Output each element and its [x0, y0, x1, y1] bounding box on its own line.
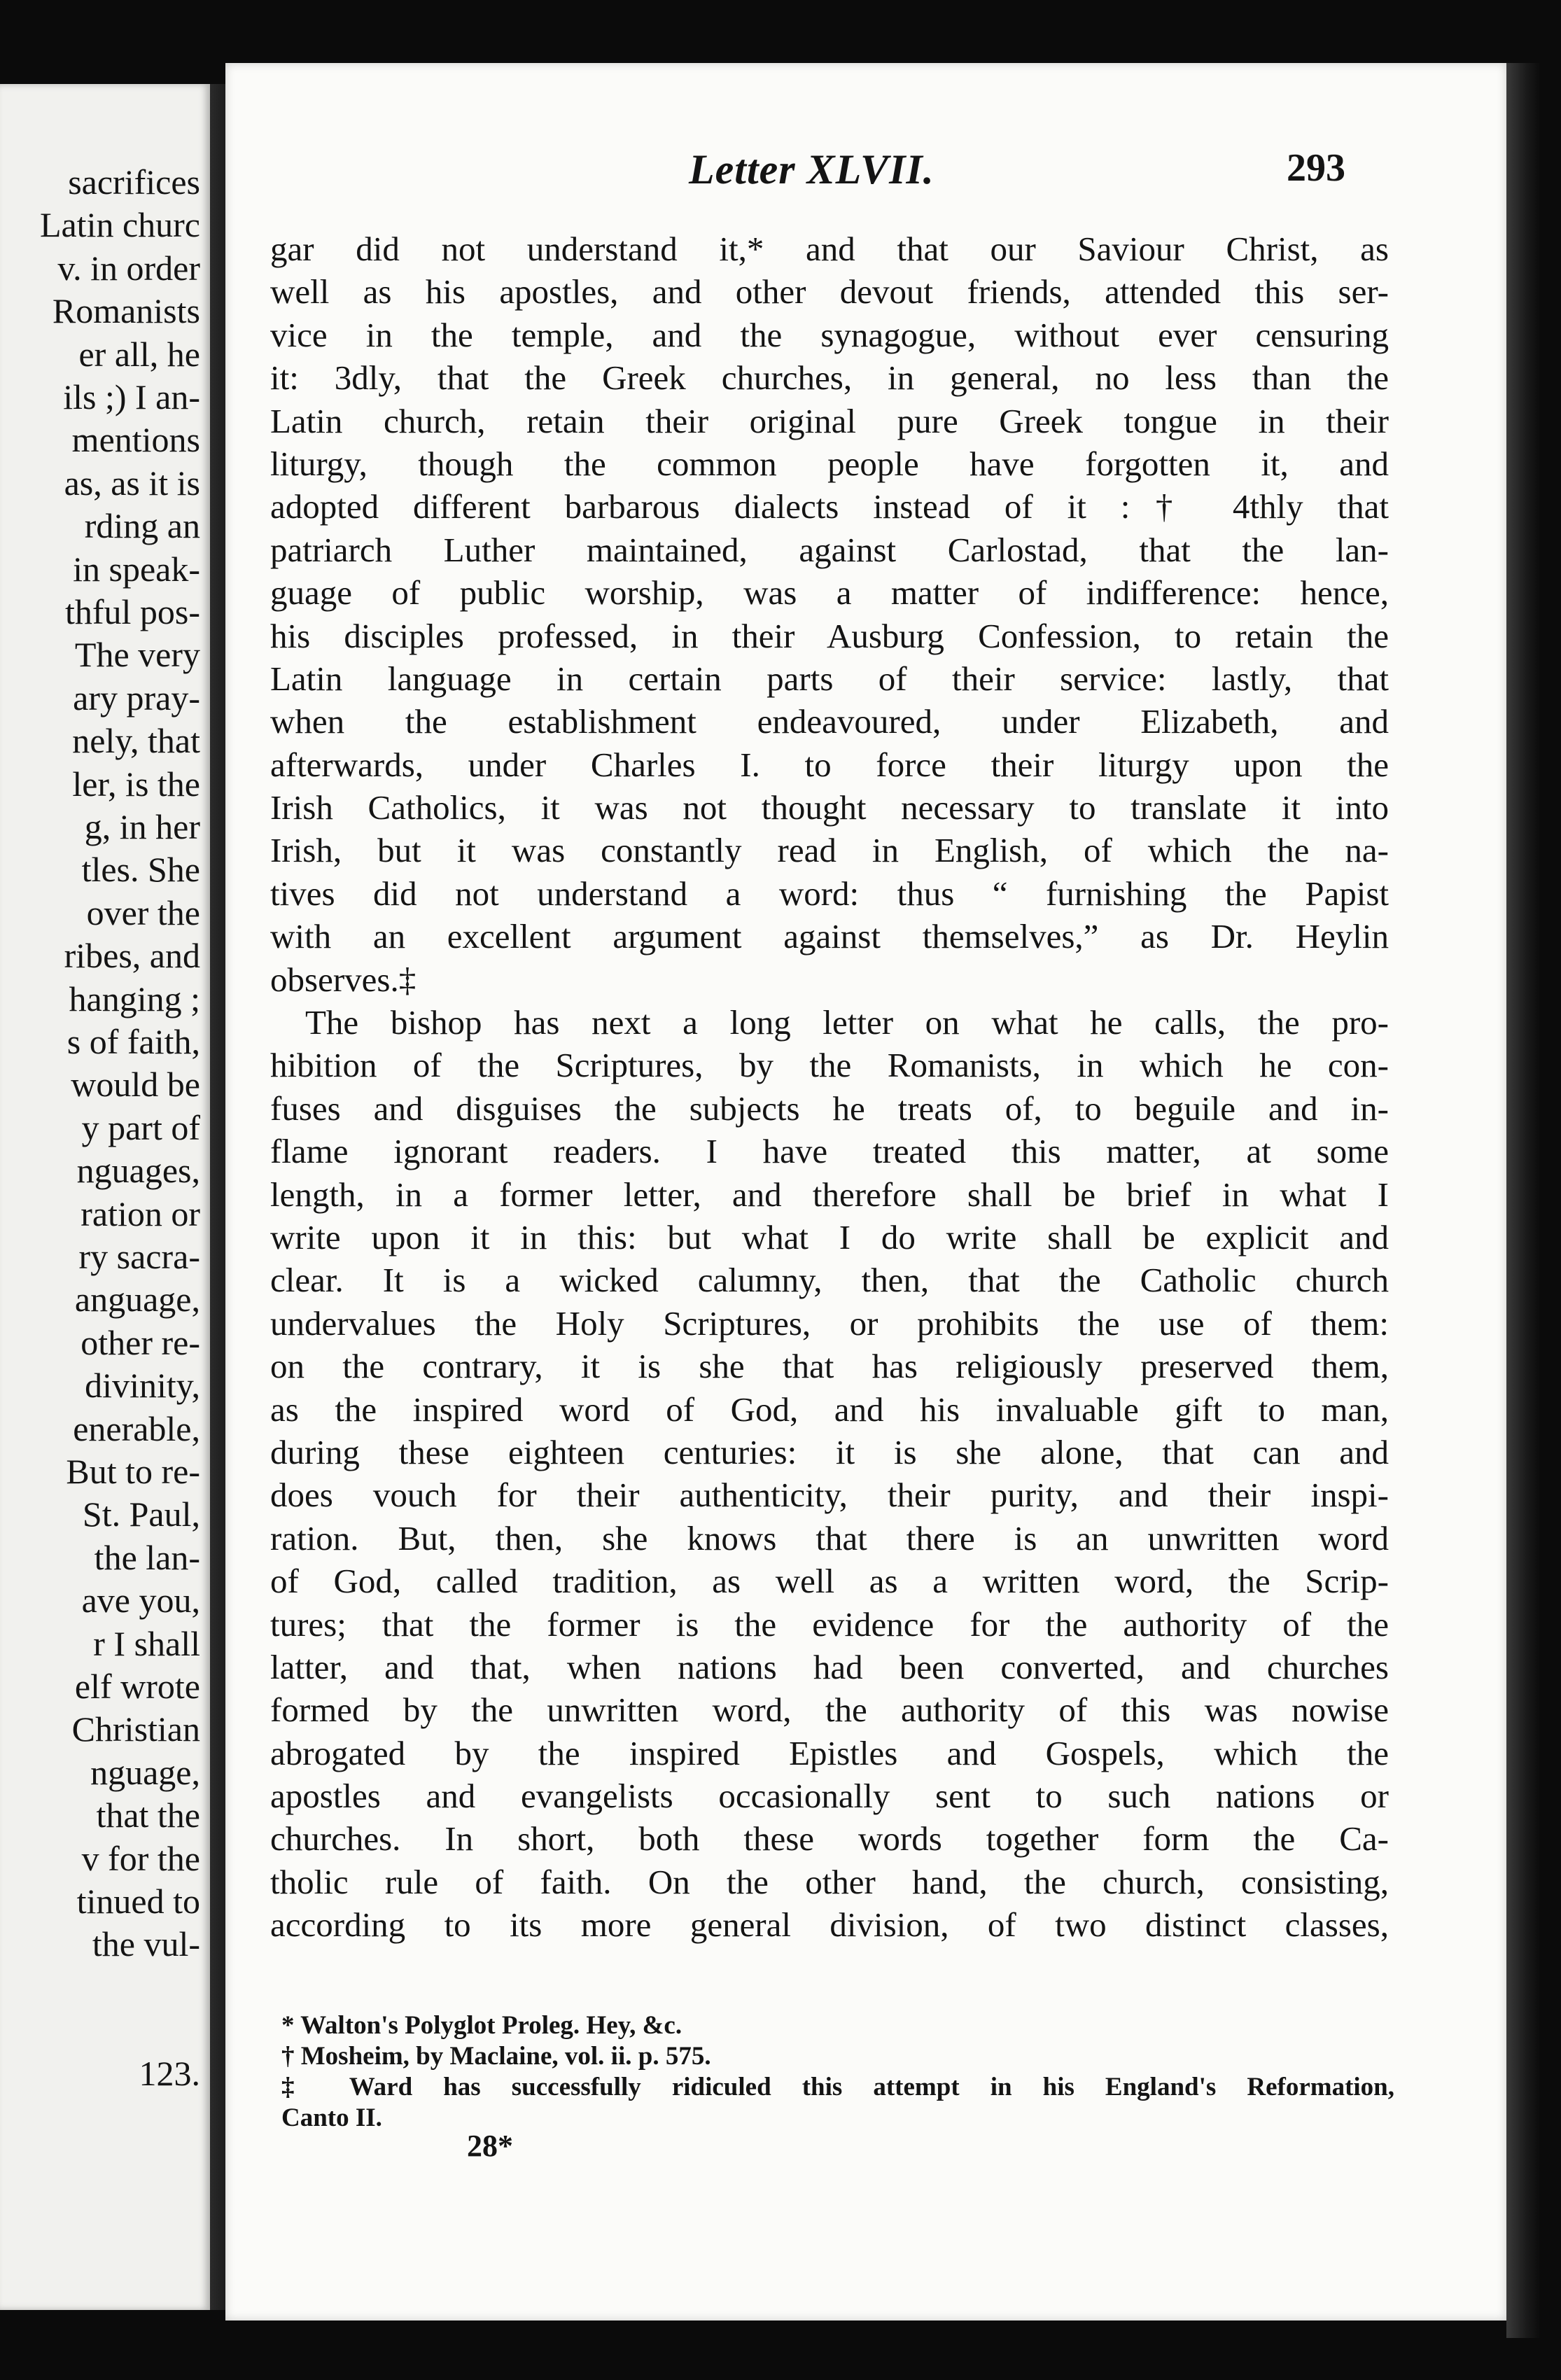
text-line: undervalues the Holy Scriptures, or prohibits the use of them:: [270, 1303, 1389, 1343]
facing-page-line: ry sacra-: [78, 1237, 200, 1276]
facing-page-line: nguage,: [90, 1752, 200, 1792]
facing-page-line: ave you,: [81, 1581, 200, 1620]
text-line: Latin church, retain their original pure Greek tongue in their: [270, 401, 1389, 440]
facing-page-line: r I shall: [93, 1623, 200, 1663]
facing-page-line: elf wrote: [74, 1667, 200, 1706]
signature-mark: 28*: [467, 2129, 513, 2163]
text-line: when the establishment endeavoured, under Elizabeth, and: [270, 702, 1389, 741]
facing-page-line: The very: [74, 635, 200, 675]
text-line: The bishop has next a long letter on what he calls, the pro-: [305, 1003, 1389, 1042]
page-edge: [1506, 63, 1540, 2338]
text-line: Irish Catholics, it was not thought necessary to translate it into: [270, 788, 1389, 827]
text-line: tures; that the former is the evidence for the authority of the: [270, 1604, 1389, 1644]
text-line: well as his apostles, and other devout friends, attended this ser-: [270, 272, 1389, 312]
text-line: afterwards, under Charles I. to force their liturgy upon the: [270, 745, 1389, 784]
facing-page-line: ration or: [80, 1194, 200, 1233]
facing-page-line: nely, that: [72, 721, 200, 761]
running-title: Letter XLVII.: [689, 146, 934, 192]
text-line: tholic rule of faith. On the other hand, the church, consisting,: [270, 1862, 1389, 1901]
facing-page-line: anguage,: [74, 1280, 200, 1320]
footnote-3-continued: Canto II.: [281, 2104, 382, 2132]
facing-page-line: mentions: [71, 420, 200, 460]
page: [225, 63, 1506, 2320]
text-line: according to its more general division, of two distinct classes,: [270, 1905, 1389, 1945]
facing-page-line: in speak-: [73, 549, 200, 589]
facing-page-line: St. Paul,: [82, 1494, 200, 1534]
text-line: observes.‡: [270, 960, 416, 999]
facing-page-line: ler, is the: [72, 764, 200, 804]
facing-page-line: the vul-: [92, 1924, 200, 1964]
facing-page-line: enerable,: [73, 1408, 200, 1448]
text-line: flame ignorant readers. I have treated this matter, at some: [270, 1132, 1389, 1171]
text-line: liturgy, though the common people have forgotten it, and: [270, 444, 1389, 483]
text-line: his disciples professed, in their Ausburg Confession, to retain the: [270, 616, 1389, 655]
page-number: 293: [1287, 146, 1345, 190]
text-line: hibition of the Scriptures, by the Romanists, in which he con-: [270, 1046, 1389, 1085]
text-line: abrogated by the inspired Epistles and Gospels, which the: [270, 1733, 1389, 1772]
text-line: as the inspired word of God, and his invaluable gift to man,: [270, 1390, 1389, 1429]
text-line: length, in a former letter, and therefore shall be brief in what I: [270, 1175, 1389, 1214]
facing-page-line: Latin churc: [39, 205, 200, 245]
text-line: guage of public worship, was a matter of indifference: hence,: [270, 573, 1389, 612]
text-line: of God, called tradition, as well as a written word, the Scrip-: [270, 1562, 1389, 1601]
facing-page: [0, 84, 210, 2310]
text-line: write upon it in this: but what I do write shall be explicit and: [270, 1217, 1389, 1256]
text-line: Latin language in certain parts of their service: lastly, that: [270, 659, 1389, 698]
text-line: patriarch Luther maintained, against Carlostad, that the lan-: [270, 530, 1389, 569]
facing-page-line: ils ;) I an-: [63, 377, 200, 416]
facing-page-line: hanging ;: [69, 979, 200, 1018]
facing-page-line: ribes, and: [64, 936, 200, 976]
text-line: does vouch for their authenticity, their purity, and their inspi-: [270, 1476, 1389, 1515]
facing-page-line: Christian: [71, 1709, 200, 1749]
facing-page-line: v for the: [81, 1838, 200, 1878]
text-line: ration. But, then, she knows that there is an unwritten word: [270, 1518, 1389, 1558]
facing-page-line: over the: [86, 892, 200, 932]
text-line: Irish, but it was constantly read in English, of which the na-: [270, 831, 1389, 870]
footnote-1: * Walton's Polyglot Proleg. Hey, &c.: [281, 2011, 682, 2040]
facing-page-line: y part of: [81, 1107, 200, 1147]
text-line: tives did not understand a word: thus “ furnishing the Papist: [270, 874, 1389, 913]
footnote-2: † Mosheim, by Maclaine, vol. ii. p. 575.: [281, 2042, 711, 2071]
facing-page-line: v. in order: [57, 248, 200, 288]
facing-page-line: er all, he: [78, 334, 200, 374]
facing-page-line: Romanists: [52, 291, 200, 331]
facing-page-line: But to re-: [66, 1452, 200, 1491]
text-line: during these eighteen centuries: it is she alone, that can and: [270, 1432, 1389, 1471]
text-line: latter, and that, when nations had been converted, and churches: [270, 1647, 1389, 1686]
facing-page-line: 123.: [139, 2053, 200, 2093]
facing-page-line: thful pos-: [64, 592, 200, 631]
facing-page-line: as, as it is: [64, 463, 200, 503]
text-line: gar did not understand it,* and that our Saviour Christ, as: [270, 230, 1389, 268]
text-line: it: 3dly, that the Greek churches, in general, no less than the: [270, 358, 1389, 398]
facing-page-line: g, in her: [84, 807, 200, 846]
text-line: churches. In short, both these words together form the Ca-: [270, 1819, 1389, 1858]
text-line: adopted different barbarous dialects instead of it :† 4thly that: [270, 487, 1389, 526]
facing-page-line: the lan-: [94, 1537, 200, 1577]
text-line: formed by the unwritten word, the authority of this was nowise: [270, 1690, 1389, 1730]
facing-page-line: ary pray-: [73, 678, 200, 718]
text-line: vice in the temple, and the synagogue, without ever censuring: [270, 315, 1389, 354]
text-line: fuses and disguises the subjects he treats of, to beguile and in-: [270, 1088, 1389, 1128]
facing-page-line: that the: [96, 1795, 200, 1835]
text-line: on the contrary, it is she that has religiously preserved them,: [270, 1347, 1389, 1386]
facing-page-line: tles. She: [81, 850, 200, 890]
facing-page-line: other re-: [80, 1322, 200, 1362]
body-text: [270, 227, 1389, 1947]
facing-page-line: divinity,: [85, 1366, 200, 1406]
text-line: clear. It is a wicked calumny, then, that the Catholic church: [270, 1261, 1389, 1300]
text-line: with an excellent argument against themselves,” as Dr. Heylin: [270, 917, 1389, 956]
running-head: [225, 146, 1506, 202]
facing-page-line: s of faith,: [66, 1022, 200, 1061]
footnote-3: ‡ Ward has successfully ridiculed this attempt in his England's Reformation,: [281, 2073, 1394, 2101]
facing-page-line: sacrifices: [68, 162, 200, 202]
footnotes: [281, 2010, 1394, 2134]
facing-page-line: tinued to: [76, 1882, 200, 1921]
facing-page-line: nguages,: [76, 1151, 200, 1191]
text-line: apostles and evangelists occasionally sent to such nations or: [270, 1777, 1389, 1816]
facing-page-line: rding an: [84, 506, 200, 546]
facing-page-line: would be: [71, 1065, 200, 1105]
